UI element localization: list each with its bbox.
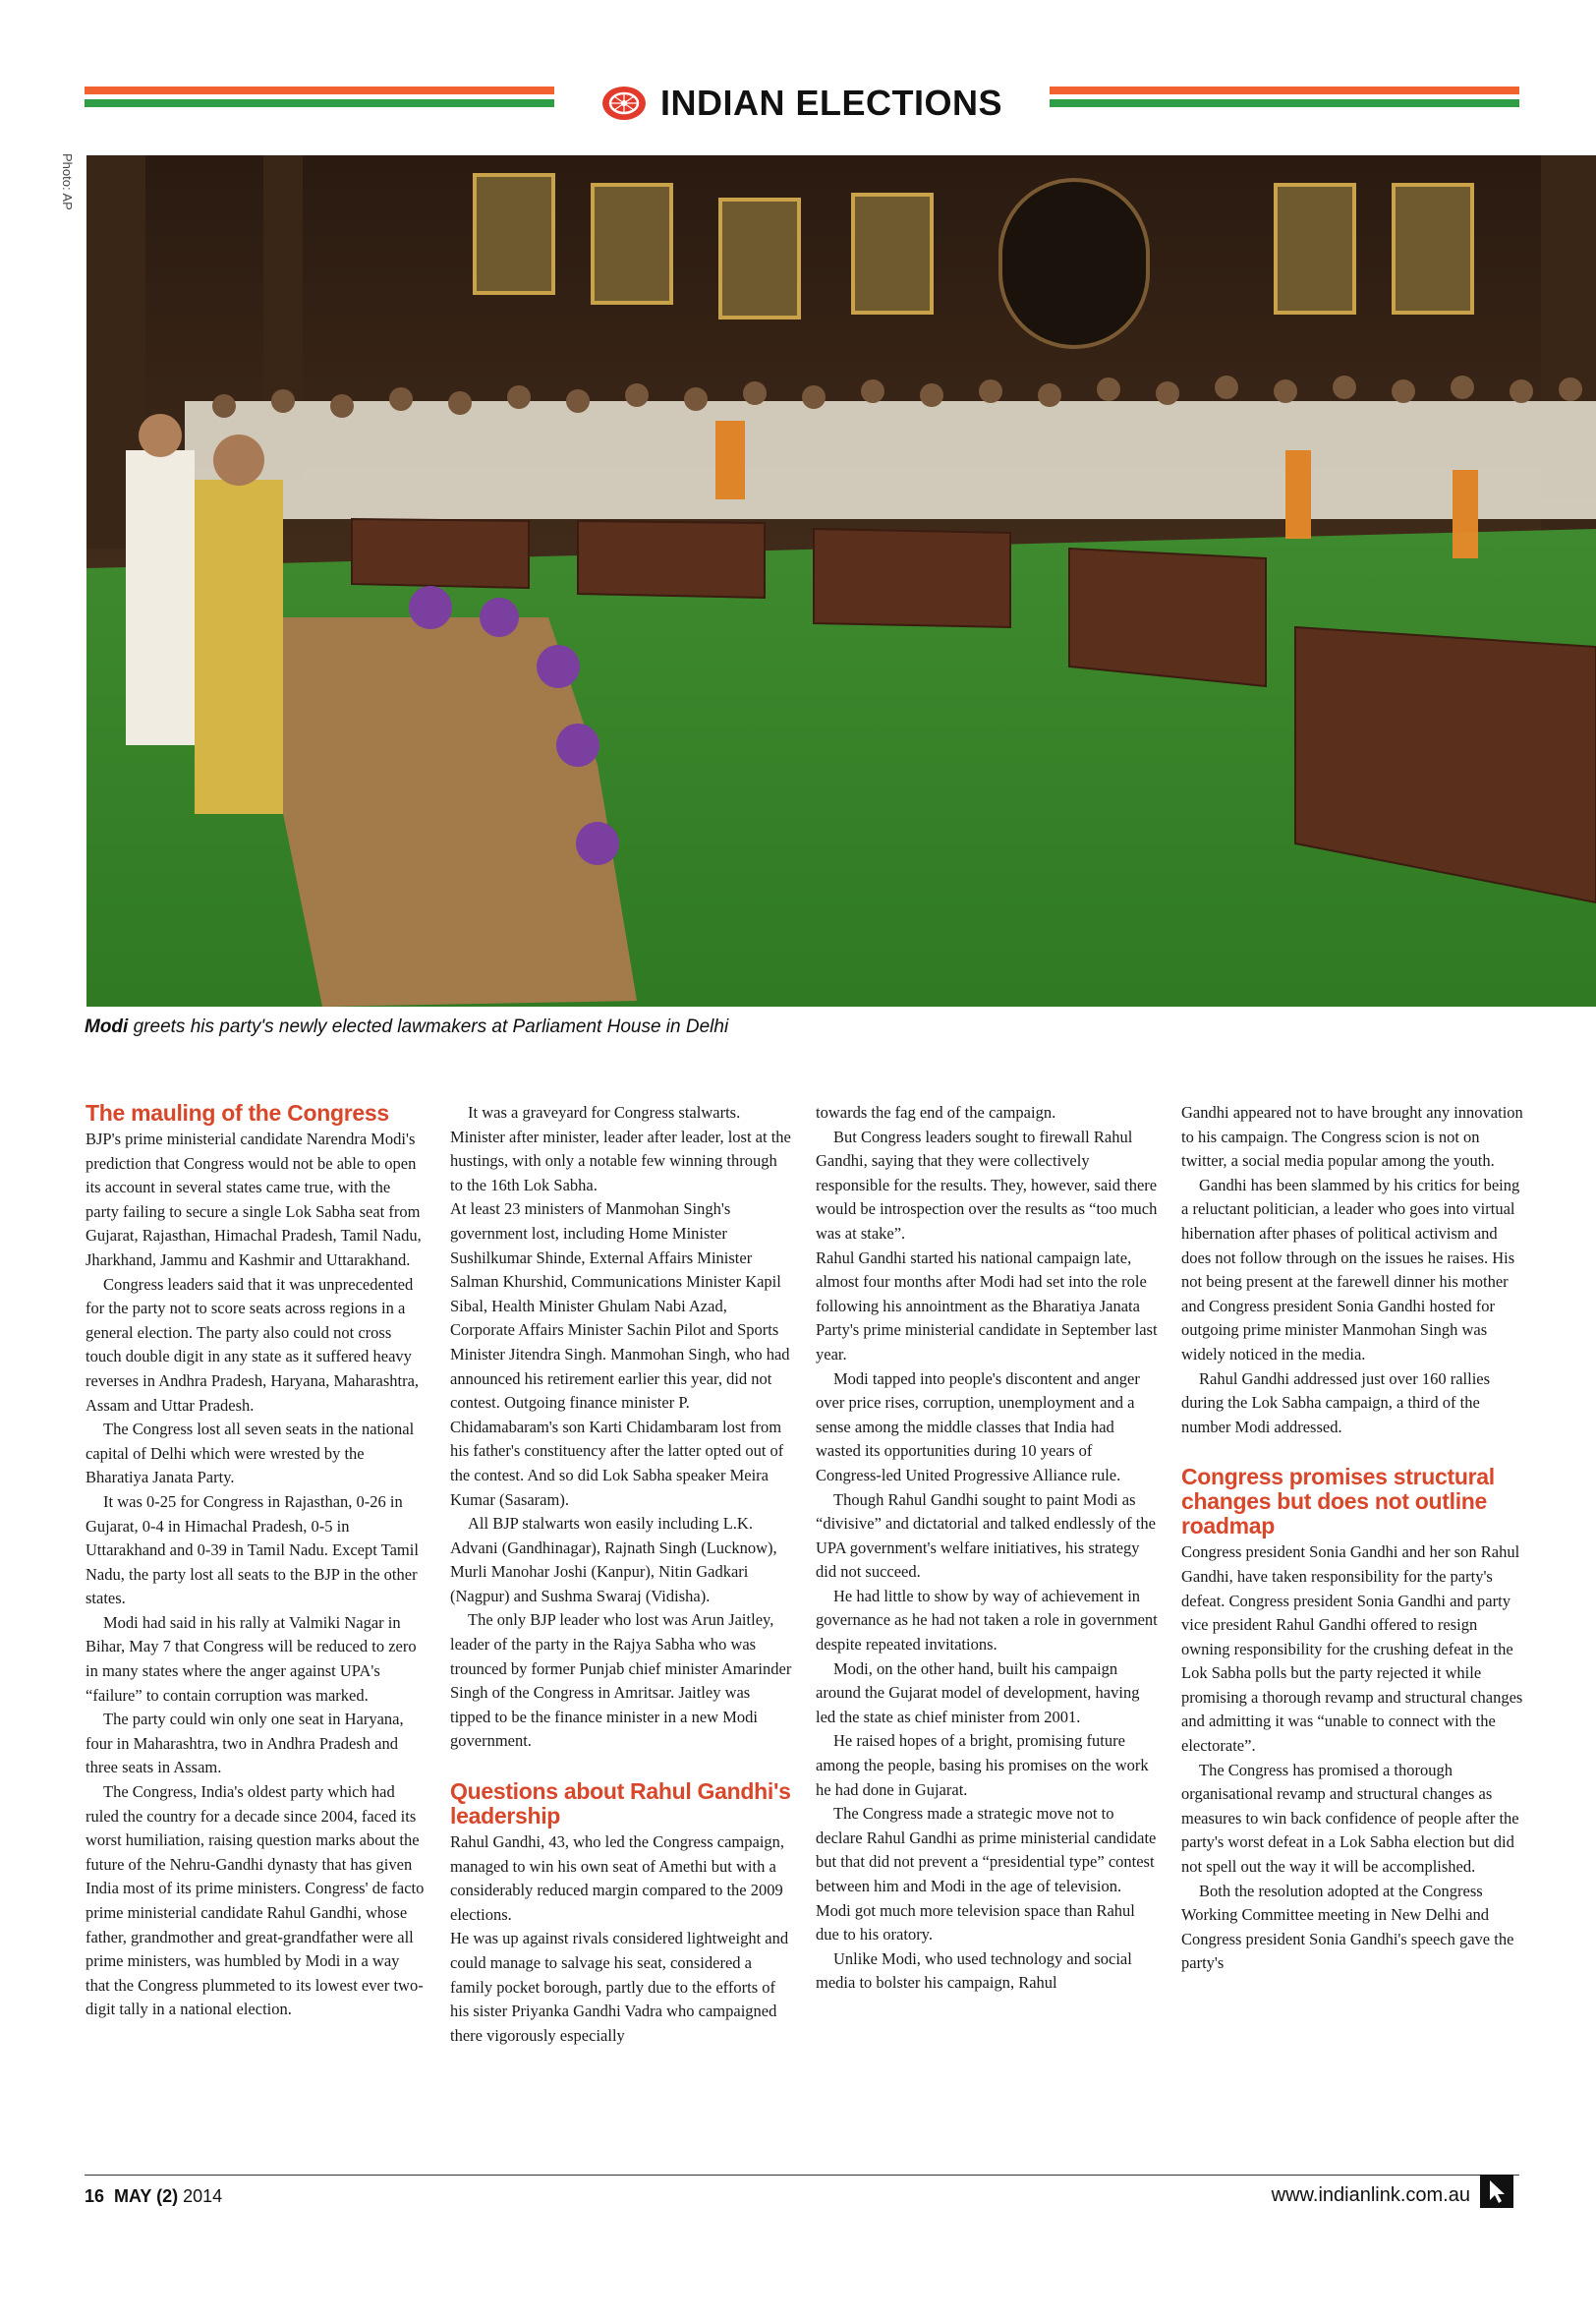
issue-year: 2014 xyxy=(183,2186,223,2206)
paragraph: The Congress has promised a thorough organisational revamp and structural changes as measures to win back confidence of people after the party's worst defeat in a Lok Sabha election but did not spell out the way it will be accomplished. xyxy=(1181,1760,1519,1877)
paragraph: Both the resolution adopted at the Congress Working Committee meeting in New Delhi and Congress president Sonia Gandhi's speech gave the party's xyxy=(1181,1881,1514,1973)
subheading-rahul-leadership: Questions about Rahul Gandhi's leadership xyxy=(450,1778,791,1829)
issue-label: MAY (2) xyxy=(114,2186,179,2206)
paragraph: BJP's prime ministerial candidate Narendra Modi's prediction that Congress would not be able to open its account in several states came true, with the party failing to secure a single Lok Sabha seat from Gujarat, Rajasthan, Himachal Pradesh, Tamil Nadu, Jharkhand, Jammu and Kashmir and Uttarakhand. xyxy=(86,1130,422,1269)
section-title-group xyxy=(576,83,1028,124)
section-title: INDIAN ELECTIONS xyxy=(659,83,1002,123)
page-folio xyxy=(85,2186,222,2207)
paragraph: It was a graveyard for Congress stalwarts. Minister after minister, leader after leader, lost at the hustings, with only a notable few winning through to the 16th Lok Sabha. xyxy=(450,1103,791,1194)
parliament-hall-image xyxy=(86,155,1596,1007)
website-link[interactable]: www.indianlink.com.au xyxy=(1271,2184,1470,2206)
paragraph: Though Rahul Gandhi sought to paint Modi as “divisive” and dictatorial and talked endlessly of the UPA government's welfare initiatives, his strategy did not succeed. xyxy=(816,1489,1156,1582)
page-number: 16 xyxy=(85,2186,105,2206)
article-column-4 xyxy=(1181,1101,1523,1976)
article-column-2 xyxy=(450,1101,792,2048)
caption-text: greets his party's newly elected lawmakers at Parliament House in Delhi xyxy=(128,1016,729,1037)
section-header xyxy=(85,83,1519,124)
parliament-photo xyxy=(86,155,1596,1007)
paragraph: The Congress, India's oldest party which had ruled the country for a decade since 2004, faced its worst humiliation, raising question marks about the future of the Nehru-Gandhi dynasty that has given India most of its prime ministers. Congress' de facto prime ministerial candidate Rahul Gandhi, whose father, grandmother and great-grandfather were all prime ministers, was humbled by Modi in a way that the Congress plummeted to its lowest ever two-digit tally in a national election. xyxy=(86,1782,425,2019)
paragraph: He was up against rivals considered lightweight and could manage to salvage his seat, considered a family pocket borough, partly due to the efforts of his sister Priyanka Gandhi Vadra who campaigned there vigorously especially xyxy=(450,1929,789,2045)
paragraph: Congress president Sonia Gandhi and her son Rahul Gandhi, have taken responsibility for the party's defeat. Congress president Sonia Gandhi and party vice president Rahul Gandhi offered to resign owning responsibility for the crushing defeat in the Lok Sabha polls but the party rejected it while promising a thorough revamp and structural changes and admitting it was “unable to connect with the electorate”. xyxy=(1181,1542,1523,1756)
tricolour-bar-right xyxy=(1050,87,1519,120)
paragraph: The only BJP leader who lost was Arun Jaitley, leader of the party in the Rajya Sabha who was trounced by former Punjab chief minister Amarinder Singh of the Congress in Amritsar. Jaitley was tipped to be the finance minister in a new Modi government. xyxy=(450,1610,792,1751)
paragraph: Unlike Modi, who used technology and social media to bolster his campaign, Rahul xyxy=(816,1948,1132,1993)
paragraph: Gandhi appeared not to have brought any innovation to his campaign. The Congress scion is not on twitter, a social media popular among the youth. xyxy=(1181,1103,1523,1171)
paragraph: He had little to show by way of achievement in governance as he had not taken a role in government despite repeated invitations. xyxy=(816,1586,1158,1654)
paragraph: Congress leaders said that it was unprecedented for the party not to score seats across regions in a general election. The party also could not cross touch double digit in any state as it suffered heavy reverses in Andhra Pradesh, Haryana, Maharashtra, Assam and Uttar Pradesh. xyxy=(86,1274,420,1415)
paragraph: It was 0-25 for Congress in Rajasthan, 0-26 in Gujarat, 0-4 in Himachal Pradesh, 0-5 in Uttarakhand and 0-39 in Tamil Nadu. Except Tamil Nadu, the party lost all seats to the BJP in the other states. xyxy=(86,1491,419,1608)
article-column-1 xyxy=(86,1101,428,2022)
paragraph: Rahul Gandhi started his national campaign late, almost four months after Modi had set into the role following his annointment as the Bharatiya Janata Party's prime ministerial candidate in September last year. xyxy=(816,1248,1158,1364)
paragraph: The Congress made a strategic move not to declare Rahul Gandhi as prime ministerial candidate but that did not prevent a “presidential type” contest between him and Modi in the age of television. Modi got much more television space than Rahul due to his oratory. xyxy=(816,1804,1157,1945)
ashoka-chakra-icon xyxy=(601,85,647,122)
photo-caption xyxy=(85,1016,728,1038)
cursor-arrow-icon xyxy=(1480,2175,1513,2208)
paragraph: Rahul Gandhi, 43, who led the Congress campaign, managed to win his own seat of Amethi but with a considerably reduced margin compared to the 2009 elections. xyxy=(450,1832,785,1924)
paragraph: Gandhi has been slammed by his critics for being a reluctant politician, a leader who goes into virtual hibernation after phases of political activism and does not follow through on the issues he raises. His not being present at the farewell dinner his mother and Congress president Sonia Gandhi hosted for outgoing prime minister Manmohan Singh was widely noticed in the media. xyxy=(1181,1175,1520,1364)
paragraph: The Congress lost all seven seats in the national capital of Delhi which were wrested by the Bharatiya Janata Party. xyxy=(86,1420,415,1487)
tricolour-bar-left xyxy=(85,87,554,120)
paragraph: At least 23 ministers of Manmohan Singh's government lost, including Home Minister Sushilkumar Shinde, External Affairs Minister Salman Khurshid, Communications Minister Kapil Sibal, Health Minister Ghulam Nabi Azad, Corporate Affairs Minister Sachin Pilot and Sports Minister Jitendra Singh. Manmohan Singh, who had announced his retirement earlier this year, did not contest. Outgoing finance minister P. Chidamabaram's son Karti Chidambaram lost from his father's constituency after the latter opted out of the contest. And so did Lok Sabha speaker Meira Kumar (Sasaram). xyxy=(450,1199,790,1509)
paragraph: Modi had said in his rally at Valmiki Nagar in Bihar, May 7 that Congress will be reduced to zero in many states where the anger against UPA's “failure” to contain corruption was marked. xyxy=(86,1612,417,1705)
paragraph: All BJP stalwarts won easily including L.K. Advani (Gandhinagar), Rajnath Singh (Lucknow), Murli Manohar Joshi (Kanpur), Nitin Gadkari (Nagpur) and Sushma Swaraj (Vidisha). xyxy=(450,1514,777,1605)
paragraph: Modi tapped into people's discontent and anger over price rises, corruption, unemployment and a sense among the middle classes that India had wasted its opportunities during 10 years of Congress-led United Progressive Alliance rule. xyxy=(816,1368,1140,1484)
article-column-3 xyxy=(816,1101,1158,1996)
paragraph: towards the fag end of the campaign. xyxy=(816,1103,1056,1122)
photo-credit-wrap xyxy=(53,153,83,232)
paragraph: The party could win only one seat in Haryana, four in Maharashtra, two in Andhra Pradesh and three seats in Assam. xyxy=(86,1710,404,1777)
paragraph: But Congress leaders sought to firewall Rahul Gandhi, saying that they were collectively responsible for the results. They, however, said there would be introspection over the results as “too much was at stake”. xyxy=(816,1127,1158,1243)
caption-name: Modi xyxy=(85,1016,129,1037)
footer-rule xyxy=(85,2175,1519,2176)
paragraph: Modi, on the other hand, built his campaign around the Gujarat model of development, having led the state as chief minister from 2001. xyxy=(816,1658,1140,1726)
subheading-structural-changes: Congress promises structural changes but does not outline roadmap xyxy=(1181,1464,1495,1539)
paragraph: Rahul Gandhi addressed just over 160 rallies during the Lok Sabha campaign, a third of the number Modi addressed. xyxy=(1181,1368,1491,1436)
subheading-mauling: The mauling of the Congress xyxy=(86,1100,389,1126)
photo-credit: Photo: AP xyxy=(60,153,75,210)
paragraph: He raised hopes of a bright, promising future among the people, basing his promises on the work he had done in Gujarat. xyxy=(816,1731,1149,1799)
